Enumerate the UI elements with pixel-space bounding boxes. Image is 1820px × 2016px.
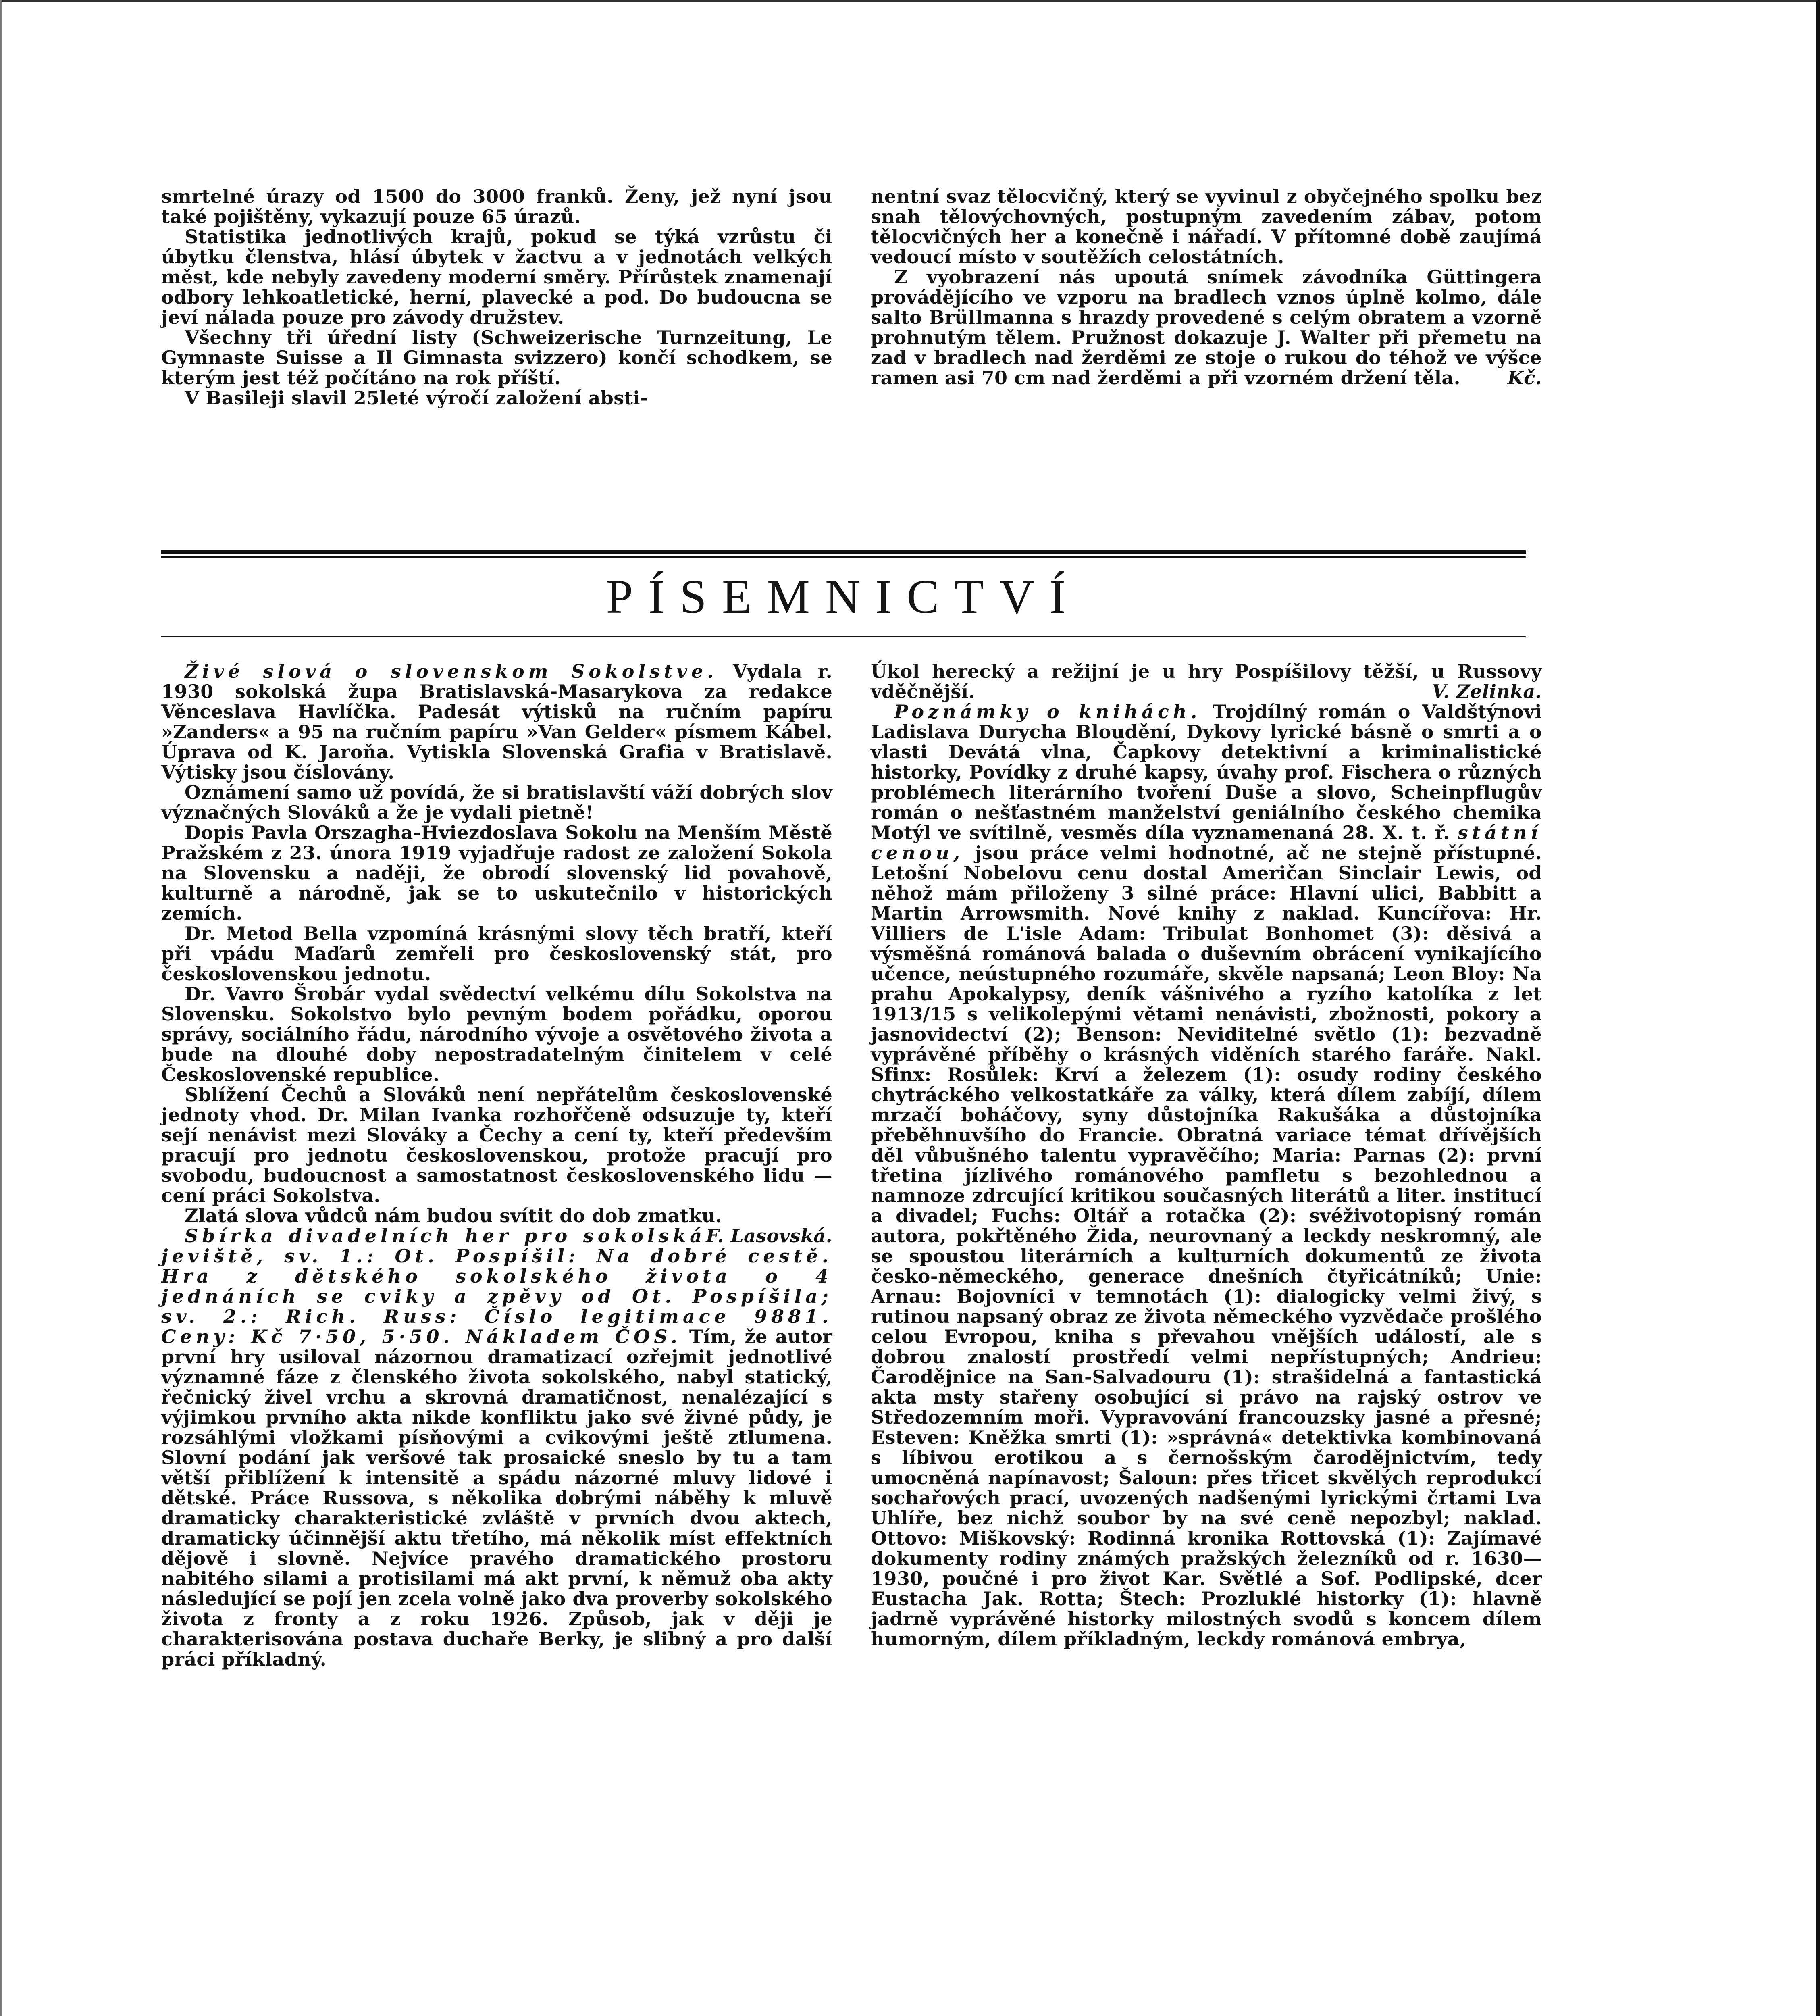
section-rule-bottom: [161, 636, 1526, 637]
paragraph: Dr. Vavro Šrobár vydal svědectví velkému dílu Sokolstva na Slovensku. Sokolstvo bylo pevným bodem pořádku, oporou správy, sociálního řádu, národního vývoje a osvětového života a bude na dlouhé doby nepostradatelným činitelem v celé Československé republice.: [161, 983, 832, 1085]
review-title: Sbírka divadelních her pro sokolská jeviště, sv. 1.: Ot. Pospíšil: Na dobré cestě. Hra z dětského sokolského života o 4 jednáních se cviky a zpěvy od Ot. Pospíšila; sv. 2.: Rich. Russ: Číslo legitimace 9881. Ceny: Kč 7·50, 5·50. Nákladem ČOS.: [161, 1225, 832, 1347]
paragraph: V Basileji slavil 25leté výročí založení absti-: [185, 387, 648, 409]
paragraph: Oznámení samo už povídá, že si bratislavští váží dobrých slov význačných Slováků a že je vydali pietně!: [161, 781, 832, 823]
bottom-left-column: [161, 661, 832, 1669]
paragraph-text: Z vyobrazení nás upoutá snímek závodníka Güttingera provádějícího ve vzporu na bradlech vznos úplně kolmo, dále salto Brüllmanna s hrazdy provedené s celým obratem a vzorně prohnutým tělem. Pružnost dokazuje J. Walter při přemetu na zad v bradlech nad žerděmi ze stoje o rukou do téhož ve výšce ramen asi 70 cm nad žerděmi a při vzorném držení těla.: [871, 266, 1542, 389]
spaced-emphasis: státní cenou,: [871, 822, 1542, 864]
paragraph: Statistika jednotlivých krajů, pokud se týká vzrůstu či úbytku členstva, hlásí úbytek v žactvu a v jednotách velkých měst, kde nebyly zavedeny moderní směry. Přírůstek znamenají odbory lehkoatletické, herní, plavecké a pod. Do budoucna se jeví nálada pouze pro závody družstev.: [161, 226, 832, 328]
section-title: PÍSEMNICTVÍ: [606, 570, 1081, 623]
paragraph: Sblížení Čechů a Slováků není nepřátelům československé jednoty vhod. Dr. Milan Ivanka rozhořčeně odsuzuje ty, kteří sejí nenávist mezi Slováky a Čechy a cení ty, kteří především pracují pro jednotu československou, protože pracují pro svobodu, budoucnost a samostatnost československého lidu — cení práci Sokolstva.: [161, 1084, 832, 1206]
paragraph: smrtelné úrazy od 1500 do 3000 franků. Ženy, jež nyní jsou také pojištěny, vykazují pouze 65 úrazů.: [161, 185, 832, 227]
paragraph-text: Úkol herecký a režijní je u hry Pospíšilovy těžší, u Russovy vděčnější.: [871, 660, 1542, 702]
paragraph: Dopis Pavla Orszagha-Hviezdoslava Sokolu na Menším Městě Pražském z 23. února 1919 vyjadřuje radost ze založení Sokola na Slovensku a naději, že obrodí slovenský lid povahově, kulturně a národně, jak se to uskutečnilo v historických zemích.: [161, 822, 832, 924]
scan-edge-right: [1816, 0, 1820, 2016]
paragraph: Dr. Metod Bella vzpomíná krásnými slovy těch bratří, kteří při vpádu Maďarů zemřeli pro československý stát, pro československou jednotu.: [161, 923, 832, 985]
paragraph: [871, 661, 1542, 702]
review-text: Trojdílný román o Valdštýnovi Ladislava Durycha Bloudění, Dykovy lyrické básně o smrti a o vlasti Devátá vlna, Čapkovy detektivní a kriminalistické historky, Povídky z druhé kapsy, úvahy prof. Fischera o různých problémech literárního tvoření Duše a slovo, Scheinpflugův román o nešťastném manželství geniálního českého chemika Motýl ve svítilně, vesměs díla vyznamenaná 28. X. t. ř.: [871, 701, 1542, 843]
paragraph: [871, 267, 1542, 388]
paragraph: Všechny tři úřední listy (Schweizerische Turnzeitung, Le Gymnaste Suisse a Il Gimnasta svizzero) končí schodkem, se kterým jest též počítáno na rok příští.: [161, 327, 832, 389]
review-title: Poznámky o knihách.: [894, 701, 1201, 723]
review-text: Vydala r. 1930 sokolská župa Bratislavská-Masarykova za redakce Věnceslava Havlíčka. Padesát výtisků na ručním papíru »Zanders« a 95 na ručním papíru »Van Gelder« písmem Kábel. Úprava od K. Jaroňa. Vytiskla Slovenská Grafia v Bratislavě. Výtisky jsou číslovány.: [161, 660, 832, 783]
review-entry: [871, 702, 1542, 1649]
bottom-right-column: [871, 661, 1542, 1649]
review-title: Živé slová o slovenskom Sokolstve.: [185, 660, 718, 682]
paragraph: [161, 1205, 832, 1247]
top-left-column: [161, 186, 832, 408]
author-signature: Kč.: [1507, 367, 1542, 389]
author-signature: V. Zelinka.: [1431, 681, 1542, 702]
paragraph: nentní svaz tělocvičný, který se vyvinul z obyčejného spolku bez snah tělovýchovných, postupným zavedením zábav, potom tělocvičných her a konečně i nářadí. V přítomné době zaujímá vedoucí místo v soutěžích celostátních.: [871, 185, 1542, 268]
scan-edge-left: [0, 0, 2, 2016]
top-right-column: [871, 186, 1542, 388]
scan-edge-top: [0, 0, 1820, 2]
section-rule-thin: [161, 556, 1526, 558]
section-rule-thick: [161, 550, 1526, 554]
review-text: Tím, že autor první hry usiloval názornou dramatizací ozřejmit jednotlivé významné fáze z členského života sokolského, nabyl statický, řečnický živel vrchu a skrovná dramatičnost, nenalézající s výjimkou prvního akta nikde konfliktu jako své živné půdy, je rozsáhlými vložkami písňovými a cvikovými ještě ztlumena. Slovní podání jak veršové tak prosaické sneslo by tu a tam větší přiblížení k intensitě a spádu názorné mluvy lidové i dětské. Práce Russova, s několika dobrými náběhy k mluvě dramaticky charakteristické zvláště v prvních dvou aktech, dramaticky účinnější aktu třetího, má několik míst effektních dějově i slovně. Nejvíce pravého dramatického prostoru nabitého silami a protisilami má akt první, k němuž oba akty následující se pojí jen zcela volně jako dva proverby sokolského života z fronty a z roku 1926. Způsob, jak v ději je charakterisována postava duchaře Berky, je slibný a pro další práci příkladný.: [161, 1326, 833, 1670]
author-signature: F. Lasovská.: [706, 1225, 832, 1247]
review-text-continued: jsou práce velmi hodnotné, ač ne stejně přístupné. Letošní Nobelovu cenu dostal Američan Sinclair Lewis, od něhož mám přiloženy 3 silné práce: Hlavní ulici, Babbitt a Martin Arrowsmith. Nové knihy z naklad. Kuncířova: Hr. Villiers de L'isle Adam: Tribulat Bonhomet (3): děsivá a výsměšná románová balada o duševním obrácení vynikajícího učence, neústupného rozumáře, skvěle napsaná; Leon Bloy: Na prahu Apokalypsy, deník vášnivého a ryzího katolíka z let 1913/15 s velikolepými větami nenávisti, zbožnosti, pokory a jasnovidectví (2); Benson: Neviditelné světlo (1): bezvadně vyprávěné příběhy o krásných viděních starého faráře. Nakl. Sfinx: Rosůlek: Krví a železem (1): osudy rodiny českého chytráckého velkostatkáře za války, která dílem zabíjí, dílem mrzačí boháčovy, syny důstojníka Rakušáka a důstojníka přeběhnuvšího do Francie. Obratná variace témat dřívějších děl vůbušného talentu vypravěčího; Maria: Parnas (2): první třetina jízlivého románového pamfletu s bezohlednou a namnoze zdrcující kritikou současných literátů a liter. institucí a divadel; Fuchs: Oltář a rotačka (2): svéživotopisný román autora, pokřtěného Žida, neurovnaný a leckdy neskromný, ale se spoustou literárních a kulturních dokumentů ze života česko-německého, generace dnešních čtyřicátníků; Unie: Arnau: Bojovníci v temnotách (1): dialogicky velmi živý, s rutinou napsaný obraz ze života německého vyzvědače prošlého celou Evropou, kniha s převahou vnějších událostí, ale s dobrou znalostí prostředí velmi nepřístupných; Andrieu: Čarodějnice na San-Salvadouru (1): strašidelná a fantastická akta msty stařeny osobující si právo na rajský ostrov ve Středozemním moři. Vypravování francouzsky jasné a přesné; Esteven: Kněžka smrti (1): »správná« detektivka kombinovaná s líbivou erotikou a s černošským čarodějnictvím, tedy umocněná napínavost; Šaloun: přes třicet skvělých reprodukcí sochařových prací, uvozených nadšenými lyrickými črtami Lva Uhlíře, bez nichž soubor by na své ceně nepozbyl; naklad. Ottovo: Miškovský: Rodinná kronika Rottovská (1): Zajímavé dokumenty rodiny známých pražských železníků od r. 1630—1930, poučné i pro život Kar. Světlé a Sof. Podlipské, dcer Eustacha Jak. Rotta; Štech: Prozluklé historky (1): hlavně jadrně vyprávěné historky milostných svodů s koncem dílem humorným, dílem příkladným, leckdy románová embrya,: [871, 842, 1542, 1650]
paragraph-text: Zlatá slova vůdců nám budou svítit do dob zmatku.: [185, 1205, 722, 1227]
review-entry: [161, 1226, 832, 1669]
review-entry: [161, 661, 832, 782]
